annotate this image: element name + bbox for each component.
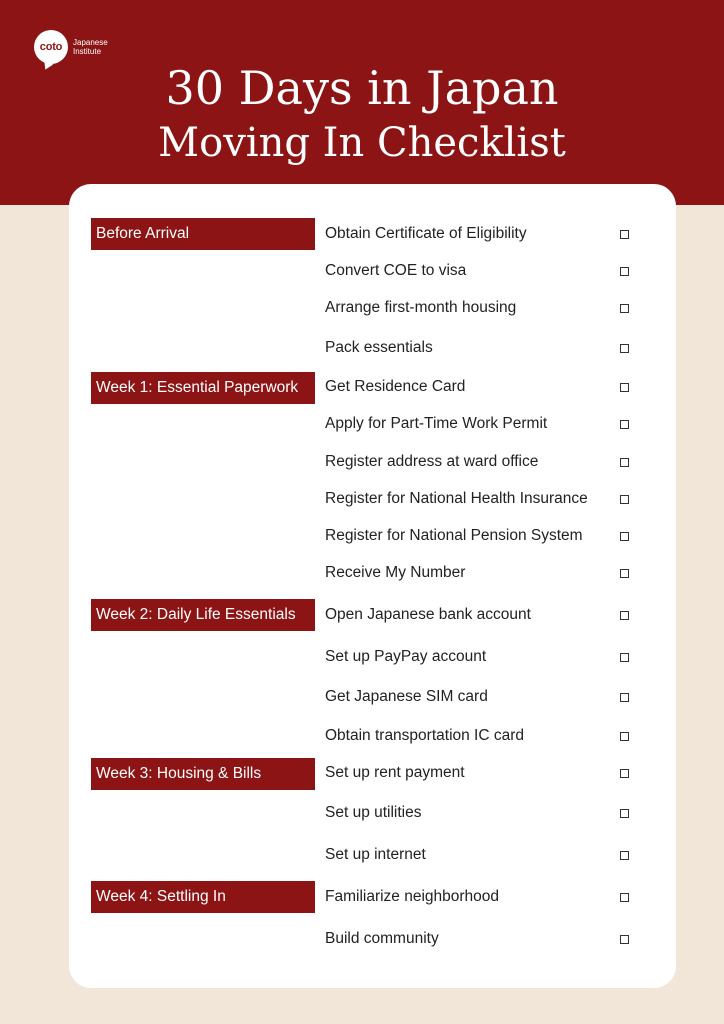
logo-line-2: Institute [73, 47, 102, 56]
section-label-week-4: Week 4: Settling In [91, 881, 315, 913]
checkbox[interactable] [620, 458, 629, 467]
section-label-week-3: Week 3: Housing & Bills [91, 758, 315, 790]
task-item: Set up internet [325, 846, 426, 863]
checkbox[interactable] [620, 569, 629, 578]
checkbox[interactable] [620, 769, 629, 778]
checkbox[interactable] [620, 611, 629, 620]
task-item: Set up utilities [325, 804, 422, 821]
checkbox[interactable] [620, 532, 629, 541]
checkbox[interactable] [620, 267, 629, 276]
checkbox[interactable] [620, 344, 629, 353]
task-item: Obtain Certificate of Eligibility [325, 225, 527, 242]
task-item: Receive My Number [325, 564, 466, 581]
logo-text [73, 38, 123, 56]
task-item: Set up PayPay account [325, 648, 487, 665]
task-item: Get Residence Card [325, 378, 466, 395]
logo-mark: coto [39, 41, 63, 53]
task-item: Build community [325, 930, 439, 947]
checkbox[interactable] [620, 851, 629, 860]
task-item: Pack essentials [325, 339, 433, 356]
checkbox[interactable] [620, 653, 629, 662]
task-item: Obtain transportation IC card [325, 727, 525, 744]
section-label-week-1: Week 1: Essential Paperwork [91, 372, 315, 404]
task-item: Register address at ward office [325, 453, 539, 470]
task-item: Convert COE to visa [325, 262, 467, 279]
checkbox[interactable] [620, 935, 629, 944]
page-title: 30 Days in Japan [165, 61, 559, 115]
task-item: Arrange first-month housing [325, 299, 517, 316]
task-item: Register for National Pension System [325, 527, 583, 544]
checkbox[interactable] [620, 732, 629, 741]
checkbox[interactable] [620, 809, 629, 818]
task-item: Register for National Health Insurance [325, 490, 588, 507]
checkbox[interactable] [620, 230, 629, 239]
task-item: Familiarize neighborhood [325, 888, 500, 905]
checkbox[interactable] [620, 304, 629, 313]
section-label-week-2: Week 2: Daily Life Essentials [91, 599, 315, 631]
task-item: Open Japanese bank account [325, 606, 531, 623]
section-label-before-arrival: Before Arrival [91, 218, 315, 250]
task-item: Get Japanese SIM card [325, 688, 488, 705]
checkbox[interactable] [620, 893, 629, 902]
checkbox[interactable] [620, 383, 629, 392]
header-banner [0, 0, 724, 205]
checkbox[interactable] [620, 693, 629, 702]
page-subtitle: Moving In Checklist [158, 120, 566, 166]
task-item: Set up rent payment [325, 764, 465, 781]
checkbox[interactable] [620, 420, 629, 429]
checkbox[interactable] [620, 495, 629, 504]
task-item: Apply for Part-Time Work Permit [325, 415, 548, 432]
logo-line-1: Japanese [73, 38, 108, 47]
